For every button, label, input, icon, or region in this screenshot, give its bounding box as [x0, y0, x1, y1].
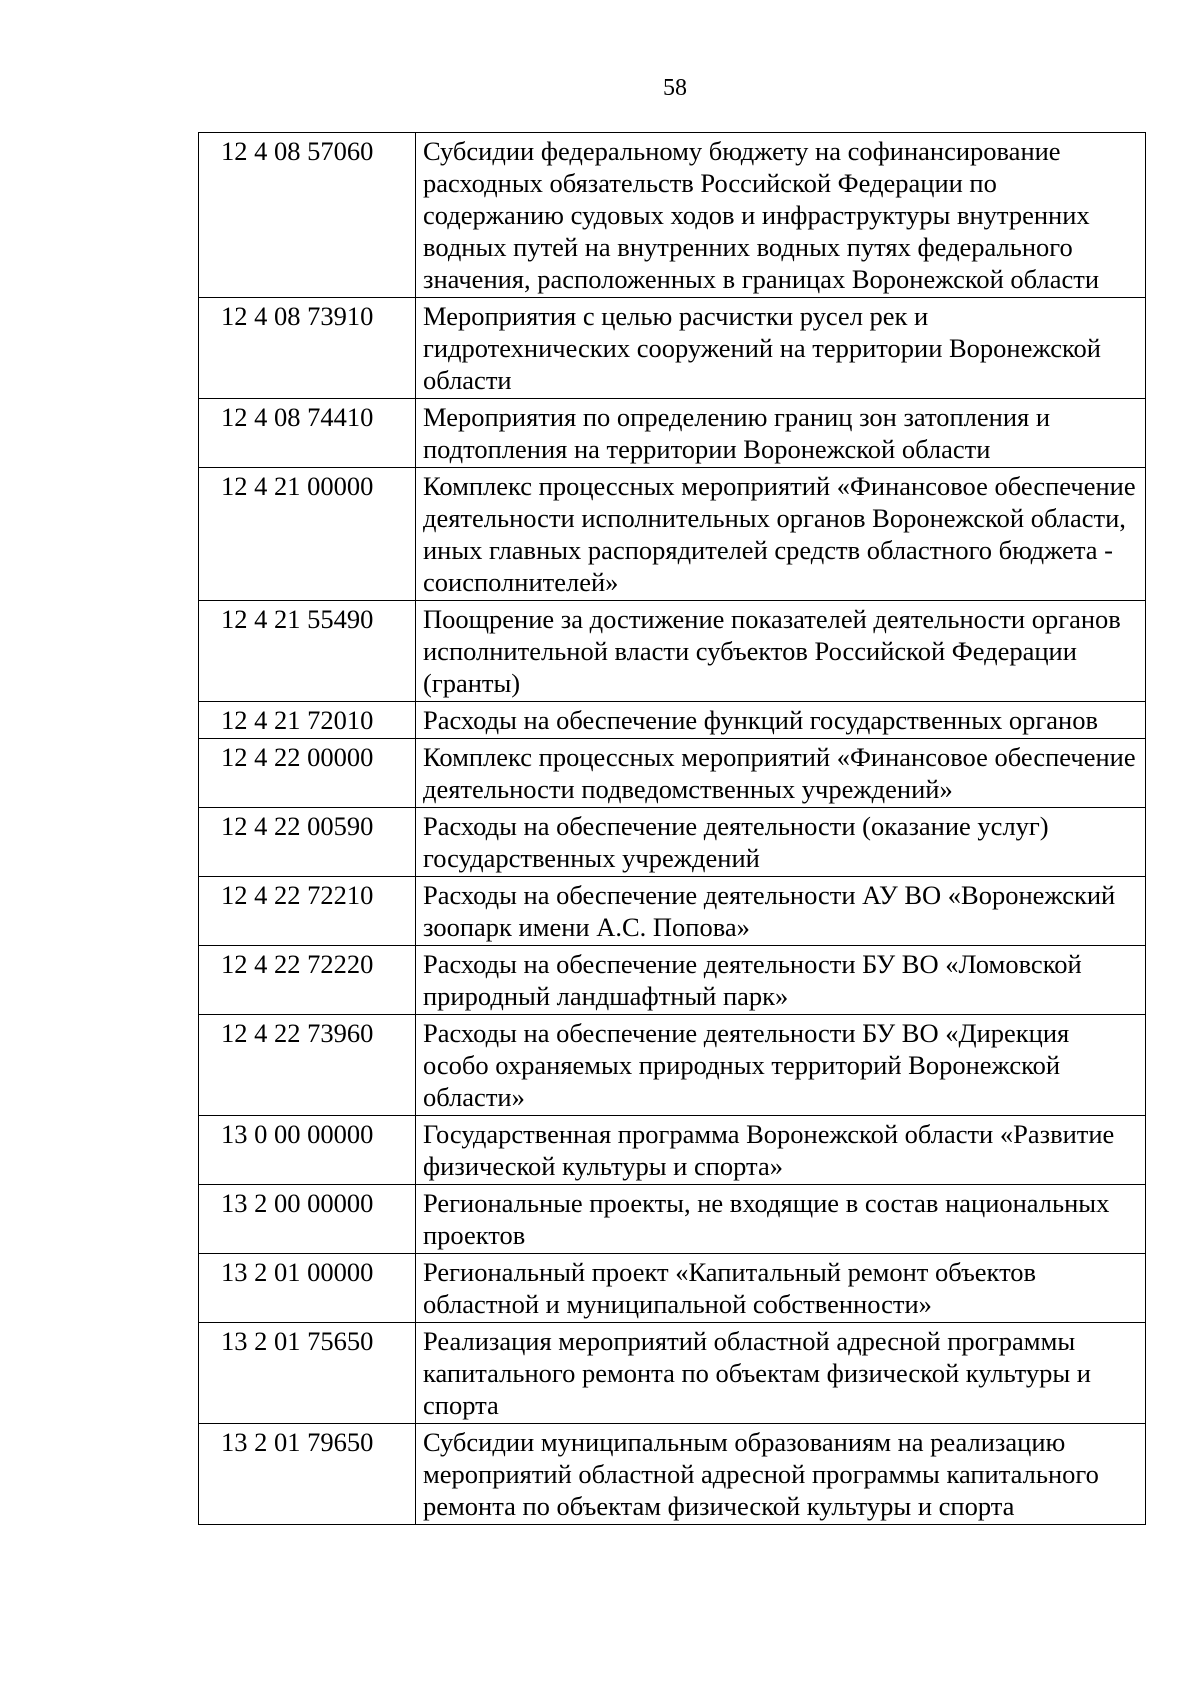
row-description: Мероприятия по определению границ зон затопления и подтопления на территории Воронежской области [416, 399, 1146, 468]
row-description: Комплекс процессных мероприятий «Финансовое обеспечение деятельности исполнительных органов Воронежской области, иных главных распорядителей средств областного бюджета - соисполнителей» [416, 468, 1146, 601]
table-row [199, 468, 1146, 601]
table-row [199, 298, 1146, 399]
table-row [199, 1015, 1146, 1116]
row-code: 13 2 01 00000 [199, 1254, 416, 1323]
table-row [199, 1254, 1146, 1323]
table-row [199, 877, 1146, 946]
row-code: 12 4 08 57060 [199, 133, 416, 298]
row-code: 12 4 08 73910 [199, 298, 416, 399]
row-code: 12 4 22 73960 [199, 1015, 416, 1116]
row-description: Расходы на обеспечение деятельности БУ ВО «Ломовской природный ландшафтный парк» [416, 946, 1146, 1015]
row-description: Мероприятия с целью расчистки русел рек и гидротехнических сооружений на территории Воронежской области [416, 298, 1146, 399]
row-code: 12 4 21 55490 [199, 601, 416, 702]
table-row [199, 1323, 1146, 1424]
row-code: 12 4 22 72210 [199, 877, 416, 946]
row-description: Расходы на обеспечение деятельности (оказание услуг) государственных учреждений [416, 808, 1146, 877]
table-row [199, 808, 1146, 877]
table-row [199, 133, 1146, 298]
row-code: 12 4 21 72010 [199, 702, 416, 739]
row-code: 12 4 22 00000 [199, 739, 416, 808]
row-description: Субсидии федеральному бюджету на софинансирование расходных обязательств Российской Федерации по содержанию судовых ходов и инфраструктуры внутренних водных путей на внутренних водных путях федерального значения, расположенных в границах Воронежской области [416, 133, 1146, 298]
row-description: Региональные проекты, не входящие в состав национальных проектов [416, 1185, 1146, 1254]
row-code: 12 4 22 00590 [199, 808, 416, 877]
row-code: 12 4 21 00000 [199, 468, 416, 601]
table-row [199, 399, 1146, 468]
row-description: Расходы на обеспечение функций государственных органов [416, 702, 1146, 739]
table-row [199, 1185, 1146, 1254]
table-row [199, 946, 1146, 1015]
row-description: Комплекс процессных мероприятий «Финансовое обеспечение деятельности подведомственных учреждений» [416, 739, 1146, 808]
row-description: Государственная программа Воронежской области «Развитие физической культуры и спорта» [416, 1116, 1146, 1185]
table-row [199, 601, 1146, 702]
row-description: Расходы на обеспечение деятельности БУ ВО «Дирекция особо охраняемых природных территорий Воронежской области» [416, 1015, 1146, 1116]
row-code: 13 2 00 00000 [199, 1185, 416, 1254]
row-description: Субсидии муниципальным образованиям на реализацию мероприятий областной адресной программы капитального ремонта по объектам физической культуры и спорта [416, 1424, 1146, 1525]
row-description: Региональный проект «Капитальный ремонт объектов областной и муниципальной собственности» [416, 1254, 1146, 1323]
row-description: Расходы на обеспечение деятельности АУ ВО «Воронежский зоопарк имени А.С. Попова» [416, 877, 1146, 946]
row-description: Реализация мероприятий областной адресной программы капитального ремонта по объектам физической культуры и спорта [416, 1323, 1146, 1424]
table-row [199, 702, 1146, 739]
row-code: 13 2 01 75650 [199, 1323, 416, 1424]
row-code: 12 4 08 74410 [199, 399, 416, 468]
page-number: 58 [663, 75, 687, 101]
table-row [199, 1424, 1146, 1525]
row-code: 13 0 00 00000 [199, 1116, 416, 1185]
table-body [199, 133, 1146, 1525]
budget-classification-table [198, 132, 1146, 1525]
table-row [199, 1116, 1146, 1185]
row-code: 12 4 22 72220 [199, 946, 416, 1015]
table-row [199, 739, 1146, 808]
row-description: Поощрение за достижение показателей деятельности органов исполнительной власти субъектов Российской Федерации (гранты) [416, 601, 1146, 702]
row-code: 13 2 01 79650 [199, 1424, 416, 1525]
